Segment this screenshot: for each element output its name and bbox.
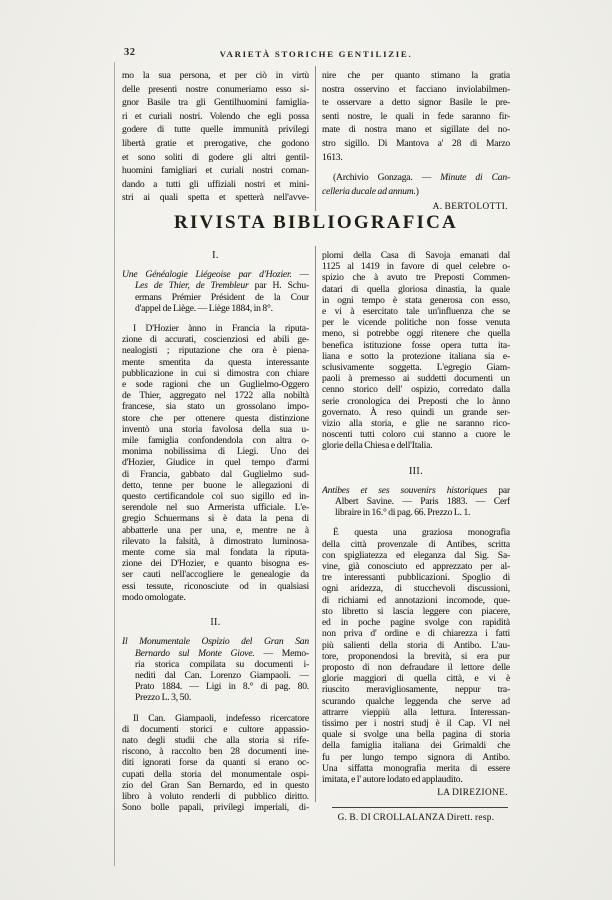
paragraph-continuation	[322, 69, 510, 164]
text-line: libraire in 16.° di pag. 66. Prezzo L. 1.	[335, 507, 471, 519]
text-line: Antibes et ses souvenirs historiques par	[322, 484, 510, 496]
text-line: della famiglia italiana dei Grimaldi che	[322, 740, 510, 752]
text-line: d'appel de Liège. — Liège 1884, in 8°.	[135, 302, 273, 314]
text-line: della città provenzale di Antibes, scritta	[322, 538, 510, 550]
text-line: di Francia, gabbato dal Guglielmo sud-	[122, 468, 309, 480]
text-line: inventò una storia favolosa della sua u-	[122, 423, 309, 435]
page-edge-line	[114, 62, 115, 866]
text-line: glorie maggiori di quella città, e vi è	[322, 673, 510, 685]
text-line: quale si svolge una bella pagina di storia	[322, 729, 510, 741]
section-numeral	[122, 617, 309, 628]
text-line: governato. À reso quindi un grande ser-	[322, 406, 510, 418]
running-title: VARIETÀ STORICHE GENTILIZIE.	[219, 49, 413, 59]
text-line: te osservare a detto signor Basile le pre-	[322, 97, 510, 109]
text-line: vine, già conosciuto ed apprezzato per al-	[322, 561, 510, 573]
text-line: libro à voluto renderli di pubblico diritto.	[122, 790, 309, 802]
text-line: mo la sua persona, et per ciò in virtù	[122, 70, 309, 81]
text-line: e vi à esercitato tale un'influenza che se	[322, 306, 510, 318]
text-line: diti ignorati forse da quanti si erano oc-	[122, 757, 309, 769]
text-line: fu per lungo tempo signora di Antibo.	[322, 751, 510, 763]
footer-rule	[332, 807, 508, 808]
text-line: ria storica compilata su documenti i-	[135, 658, 309, 670]
text-line: mente smentita da questa interessante	[122, 356, 309, 368]
text-line: mile famiglia confondendola con altra o-	[122, 435, 309, 447]
text-line: abbatterle una per una, e, mentre ne à	[122, 524, 309, 536]
text-line: monima nobilissima di Liegi. Uno dei	[122, 446, 309, 458]
text-line: tissimo per i nostri studj è il Cap. VI nel	[322, 717, 510, 729]
text-line: godere di tutte quelle immunità privilegi	[122, 124, 309, 136]
text-line: ermans Prémier Président de la Cour	[135, 291, 309, 303]
text-line: A. BERTOLOTTI.	[432, 202, 508, 213]
section-heading: RIVISTA BIBLIOGRAFICA	[174, 212, 458, 233]
text-line: imitata, e l' autore lodato ed applaudito.	[322, 773, 463, 785]
text-line: 1125 al 1419 in favore di quel celebre o-	[322, 261, 510, 273]
text-line: dando a tutti gli uffiziali nostri et mini-	[122, 178, 309, 190]
text-line: per le vicende politiche non fosse venuta	[322, 317, 510, 329]
text-line: Una siffatta monografia merita di essere	[322, 762, 510, 774]
text-line: pubblicazione in cui si dimostra con chiare	[122, 367, 309, 379]
text-line: di documenti storici e cultore appassio-	[122, 723, 309, 735]
text-line: più salienti della storia di Antibo. L'au-	[322, 639, 510, 651]
text-line: Une Généalogie Liégeoise par d'Hozier. —	[122, 269, 309, 281]
text-line: mente come sia mal fondata la riputa-	[122, 547, 309, 559]
text-line: zione di accurati, coscienziosi ed abili ge-	[122, 334, 309, 346]
bottom-left-column	[122, 249, 309, 813]
text-line: plomi della Casa di Savoja emanati dal	[322, 250, 510, 261]
text-line: liana e sotto la protezione italiana sia e-	[322, 350, 510, 362]
text-line: delle presenti nostre conumeriamo esso si-	[122, 83, 309, 95]
text-line: gregio Schuermans si è data la pena di	[122, 513, 309, 525]
text-line: sclusivamente soggetta. L'egregio Giam-	[322, 362, 510, 374]
text-line: 1613.	[322, 151, 343, 163]
text-line: de Thier, aggregato nel 1722 alla nobiltà	[122, 390, 309, 402]
text-line: cupati della storia del monumentale ospi-	[122, 768, 309, 780]
section-numeral	[322, 466, 510, 477]
bibliographic-entry	[122, 636, 309, 703]
text-line: stro sigillo. Di Mantova a' 28 di Marzo	[322, 137, 510, 149]
text-line: Bernardo sul Monte Giove. — Memo-	[135, 647, 309, 659]
text-line: noscenti tutti coloro cui stanno a cuore le	[322, 429, 510, 441]
review-paragraph	[322, 527, 510, 785]
review-paragraph	[322, 250, 510, 452]
text-line: e sode ragioni che un Guglielmo-Oggero	[122, 379, 309, 391]
text-line: francese, sia stato un grossolano impo-	[122, 401, 309, 413]
review-paragraph	[122, 713, 309, 814]
text-line: II.	[210, 617, 221, 629]
text-line: nire che per quanto stimano la gratia	[322, 70, 510, 81]
text-line: datari di quella gloriosa dinastia, la quale	[322, 283, 510, 295]
bibliographic-entry	[122, 269, 309, 314]
text-line: non priva d' ordine e di chiarezza i fatti	[322, 628, 510, 640]
text-line: huomini famigliari et curiali nostri coman-	[122, 165, 309, 177]
text-line: nealogisti ; riputazione che ora è piena-	[122, 345, 309, 357]
text-line: meno, si potrebbe oggi ritenere che quella	[322, 328, 510, 340]
text-line: con spigliatezza ed eleganza dal Sig. Sa-	[322, 549, 510, 561]
text-line: rilevato la falsità, à dimostrato luminosa-	[122, 535, 309, 547]
text-line: III.	[408, 465, 424, 477]
text-line: store che per ottenere questa distinzione	[122, 412, 309, 424]
text-line: Il Can. Giampaoli, indefesso ricercatore	[133, 712, 309, 724]
text-line: zione dei D'Hozier, e quanto bisogna es-	[122, 558, 309, 570]
text-line: vizio alla storia, e glie ne saranno rico-	[322, 418, 510, 430]
text-line: d'Hozier, Giudice in quel tempo d'armi	[122, 457, 309, 469]
text-line: mate di nostra mano et sigillate del no-	[322, 124, 510, 136]
text-line: libertà gratie et prerogative, che godono	[122, 137, 309, 149]
text-line: spizio che à avuto tre Preposti Commen-	[322, 272, 510, 284]
section-numeral	[122, 250, 309, 261]
text-line: nediti dal Can. Lorenzo Giampaoli. —	[135, 669, 309, 681]
text-line: Prezzo L. 3, 50.	[135, 692, 192, 704]
bottom-right-column	[322, 249, 510, 825]
text-line: detto, tenne per buone le allegazioni di	[122, 479, 309, 491]
text-line: glorie della Chiesa e dell'Italia.	[322, 440, 433, 452]
column-divider-top	[315, 66, 316, 211]
editorial-signature	[322, 788, 510, 799]
top-left-column	[122, 68, 309, 205]
text-line: Sono bolle papali, privilegi imperiali, di-	[122, 802, 309, 814]
text-line: zio del Gran San Bernardo, ed in questo	[122, 779, 309, 791]
text-line: proposto di non defraudare il lettore delle	[322, 661, 510, 673]
page-number: 32	[124, 47, 136, 58]
paragraph-continuation	[122, 69, 309, 205]
text-line: riuscito meravigliosamente, neppur tra-	[322, 684, 510, 696]
text-line: Prato 1884. — Ligi in 8.° di pag. 80.	[135, 681, 309, 693]
text-line: di richiami ed annotazioni incomode, que-	[322, 594, 510, 606]
text-line: questo certificandole col suo sigillo ed in-	[122, 491, 309, 503]
text-line: serie cronologica dei Preposti che lo ànno	[322, 395, 510, 407]
text-line: senti nostre, le quali in fede saranno fir-	[322, 110, 510, 122]
top-right-column	[322, 68, 510, 215]
text-line: celleria ducale ad annum.)	[322, 185, 419, 197]
text-line: LA DIREZIONE.	[437, 788, 508, 799]
archive-reference	[322, 171, 510, 198]
text-line: ed in poche pagine svolge con rapidità	[322, 617, 510, 629]
text-line: essi tessute, riconosciute od in qualsiasi	[122, 580, 309, 592]
text-line: Il Monumentale Ospizio del Gran San	[122, 636, 309, 648]
text-line: tore, proponendosi la brevità, si era pur	[322, 650, 510, 662]
text-line: I D'Hozier ànno in Francia la riputa-	[133, 323, 309, 335]
text-line: ogni aridezza, di stucchevoli discussioni,	[322, 583, 510, 595]
text-line: G. B. DI CROLLALANZA Dirett. resp.	[337, 813, 495, 824]
text-line: et sono soliti di godere gli altri gentil-	[122, 151, 309, 163]
text-line: ser cauti nell'accogliere le genealogie da	[122, 569, 309, 581]
text-line: serendole nel suo Armerista ufficiale. L'e-	[122, 502, 309, 514]
text-line: modo omologate.	[122, 591, 186, 603]
text-line: cenno storico dell' ospizio, corredato dalla	[322, 384, 510, 396]
column-divider-bottom	[315, 246, 316, 802]
text-line: attrarre vieppiù alla lettura. Interessan-	[322, 706, 510, 718]
text-line: I.	[212, 250, 219, 261]
text-line: ri et curiali nostri. Volendo che egli possa	[122, 110, 309, 122]
text-line: Les de Thier, de Trembleur par H. Schu-	[135, 280, 309, 292]
text-line: sto libretto si lascia leggere con piacere,	[322, 605, 510, 617]
text-line: È questa una graziosa monografia	[333, 527, 510, 539]
text-line: benefica istituzione fosse opera tutta ita-	[322, 339, 510, 351]
text-line: in ogni tempo è stata generosa con esso,	[322, 294, 510, 306]
text-line: gnor Basile tra gli Gentilhuomini famiglia-	[122, 97, 309, 109]
text-line: nostra osservino et facciano inviolabilmen-	[322, 83, 510, 95]
review-paragraph	[122, 323, 309, 603]
text-line: stri ai quali spetta et spetterà nell'avve-	[122, 192, 309, 204]
text-line: riscono, à raccolto ben 28 documenti ine-	[122, 746, 309, 758]
text-line: scurando qualche leggenda che serve ad	[322, 695, 510, 707]
bibliographic-entry	[322, 485, 510, 519]
text-line: nato degli studii che alla storia si rife-	[122, 734, 309, 746]
footer-signature	[322, 813, 510, 824]
text-line: Albert Savine. — Paris 1883. — Cerf	[335, 496, 510, 508]
text-line: paoli à premesso ai suddetti documenti un	[322, 373, 510, 385]
text-line: tre interessanti pubblicazioni. Spoglio di	[322, 572, 510, 584]
text-line: (Archivio Gonzaga. — Minute di Can-	[333, 172, 510, 184]
